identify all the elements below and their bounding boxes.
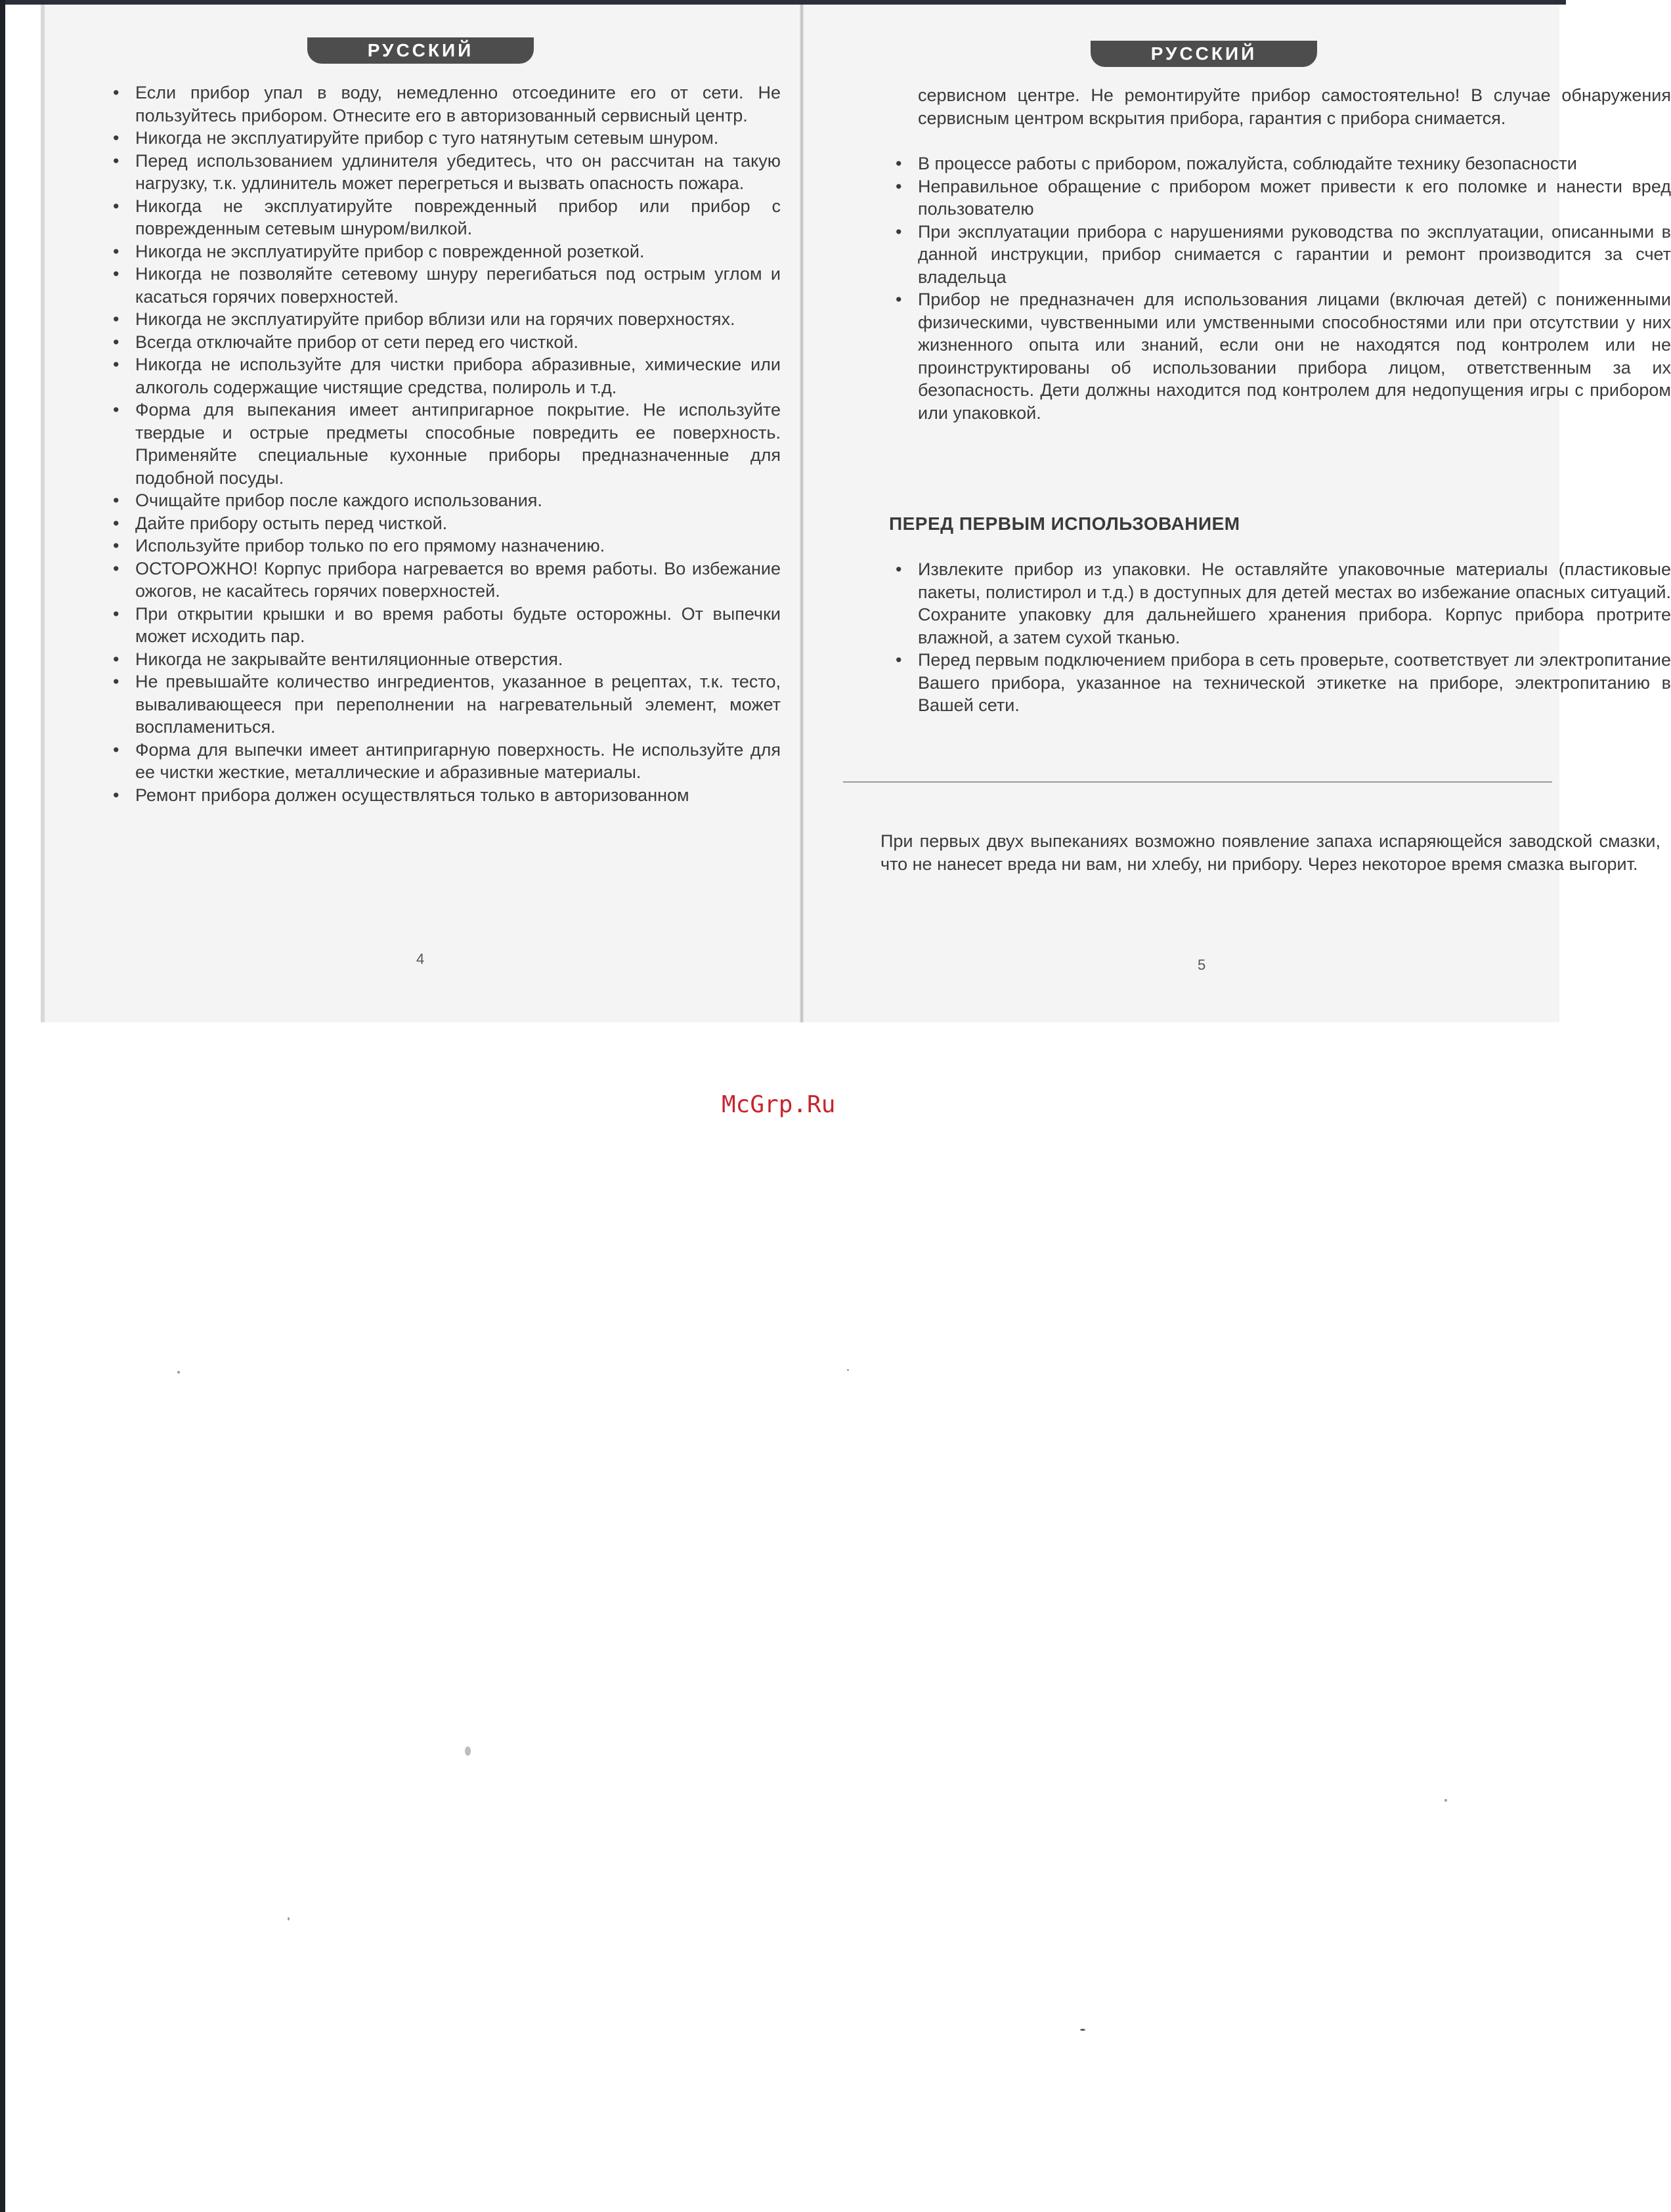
scan-left-edge — [0, 0, 5, 2212]
language-tab: РУССКИЙ — [307, 37, 534, 64]
scan-speck — [847, 1369, 849, 1371]
list-item: • Перед первым подключением прибора в сеть проверьте, соответствует ли электропитание Вашего прибора, указанное на технической этикетке на приборе, электропитанию в Вашей сети. — [893, 649, 1671, 717]
list-item: • Никогда не эксплуатируйте прибор с туго натянутым сетевым шнуром. — [110, 127, 781, 150]
list-item: • Никогда не эксплуатируйте прибор с поврежденной розеткой. — [110, 240, 781, 263]
list-item: • Никогда не позволяйте сетевому шнуру перегибаться под острым углом и касаться горячих поверхностей. — [110, 263, 781, 308]
list-item: • ОСТОРОЖНО! Корпус прибора нагревается во время работы. Во избежание ожогов, не касайтесь горячих поверхностей. — [110, 557, 781, 603]
watermark: McGrp.Ru — [722, 1091, 836, 1118]
list-item: • Ремонт прибора должен осуществляться только в авторизованном — [110, 784, 781, 807]
list-item: • Никогда не эксплуатируйте поврежденный прибор или прибор с поврежденным сетевым шнуром/вилкой. — [110, 195, 781, 240]
list-item: • Дайте прибору остыть перед чисткой. — [110, 512, 781, 535]
page-5 — [804, 5, 1671, 1022]
scan-speck — [1444, 1799, 1447, 1802]
list-item: • Никогда не используйте для чистки прибора абразивные, химические или алкоголь содержащие чистящие средства, полироль и т.д. — [110, 353, 781, 399]
list-item: • Очищайте прибор после каждого использования. — [110, 489, 781, 512]
list-item: • Форма для выпекания имеет антипригарное покрытие. Не используйте твердые и острые предметы способные повредить ее поверхность. Применяйте специальные кухонные приборы предназначенные для подобной посуды. — [110, 399, 781, 489]
divider — [843, 781, 1552, 783]
list-item: • Прибор не предназначен для использования лицами (включая детей) с пониженными физическими, чувственными или умственными способностями или при отсутствии у них жизненного опыта или знаний, если они не находятся под контролем или не проинструктированы об использовании прибора лицом, ответственным за их безопасность. Дети должны находится под контролем для недопущения игры с прибором или упаковкой. — [893, 288, 1671, 424]
safety-list — [893, 152, 1671, 424]
scan-speck — [288, 1917, 290, 1920]
scan-speck — [1080, 2029, 1085, 2031]
section-heading: ПЕРЕД ПЕРВЫМ ИСПОЛЬЗОВАНИЕМ — [889, 513, 1240, 534]
list-item: • При открытии крышки и во время работы будьте осторожны. От выпечки может исходить пар. — [110, 603, 781, 648]
first-use-list — [893, 558, 1671, 717]
scan-speck — [177, 1371, 180, 1374]
page-number: 5 — [1198, 957, 1206, 973]
language-tab: РУССКИЙ — [1091, 41, 1317, 67]
list-item: • Не превышайте количество ингредиентов, указанное в рецептах, т.к. тесто, вываливающееся при переполнении на нагревательный элемент, может воспламениться. — [110, 670, 781, 739]
note-text: При первых двух выпеканиях возможно появление запаха испаряющейся заводской смазки, что не нанесет вреда ни вам, ни хлебу, ни прибору. Через некоторое время смазка выгорит. — [880, 831, 1660, 874]
continued-text: сервисном центре. Не ремонтируйте прибор самостоятельно! В случае обнаружения сервисным центром вскрытия прибора, гарантия с прибора снимается. — [918, 85, 1671, 128]
list-item: • Форма для выпечки имеет антипригарную поверхность. Не используйте для ее чистки жесткие, металлические и абразивные материалы. — [110, 739, 781, 784]
safety-list — [110, 81, 781, 806]
scan-top-edge — [0, 0, 1566, 5]
page-4 — [45, 5, 800, 1022]
list-item: • Используйте прибор только по его прямому назначению. — [110, 534, 781, 557]
list-item: • Никогда не эксплуатируйте прибор вблизи или на горячих поверхностях. — [110, 308, 781, 331]
list-item: • Перед использованием удлинителя убедитесь, что он рассчитан на такую нагрузку, т.к. удлинитель может перегреться и вызвать опасность пожара. — [110, 150, 781, 195]
page-number: 4 — [416, 951, 425, 967]
list-item: • Всегда отключайте прибор от сети перед его чисткой. — [110, 331, 781, 354]
list-item: • При эксплуатации прибора с нарушениями руководства по эксплуатации, описанными в данной инструкции, прибор снимается с гарантии и ремонт производится за счет владельца — [893, 221, 1671, 289]
list-item: • Извлеките прибор из упаковки. Не оставляйте упаковочные материалы (пластиковые пакеты, полистирол и т.д.) в доступных для детей местах во избежание опасных ситуаций. Сохраните упаковку для дальнейшего хранения прибора. Корпус прибора протрите влажной, а затем сухой тканью. — [893, 558, 1671, 649]
list-item: • Если прибор упал в воду, немедленно отсоедините его от сети. Не пользуйтесь прибором. Отнесите его в авторизованный сервисный центр. — [110, 81, 781, 127]
list-item: • Неправильное обращение с прибором может привести к его поломке и нанести вред пользователю — [893, 175, 1671, 221]
scan-speck — [465, 1746, 471, 1756]
list-item: • В процессе работы с прибором, пожалуйста, соблюдайте технику безопасности — [893, 152, 1671, 175]
list-item: • Никогда не закрывайте вентиляционные отверстия. — [110, 648, 781, 671]
